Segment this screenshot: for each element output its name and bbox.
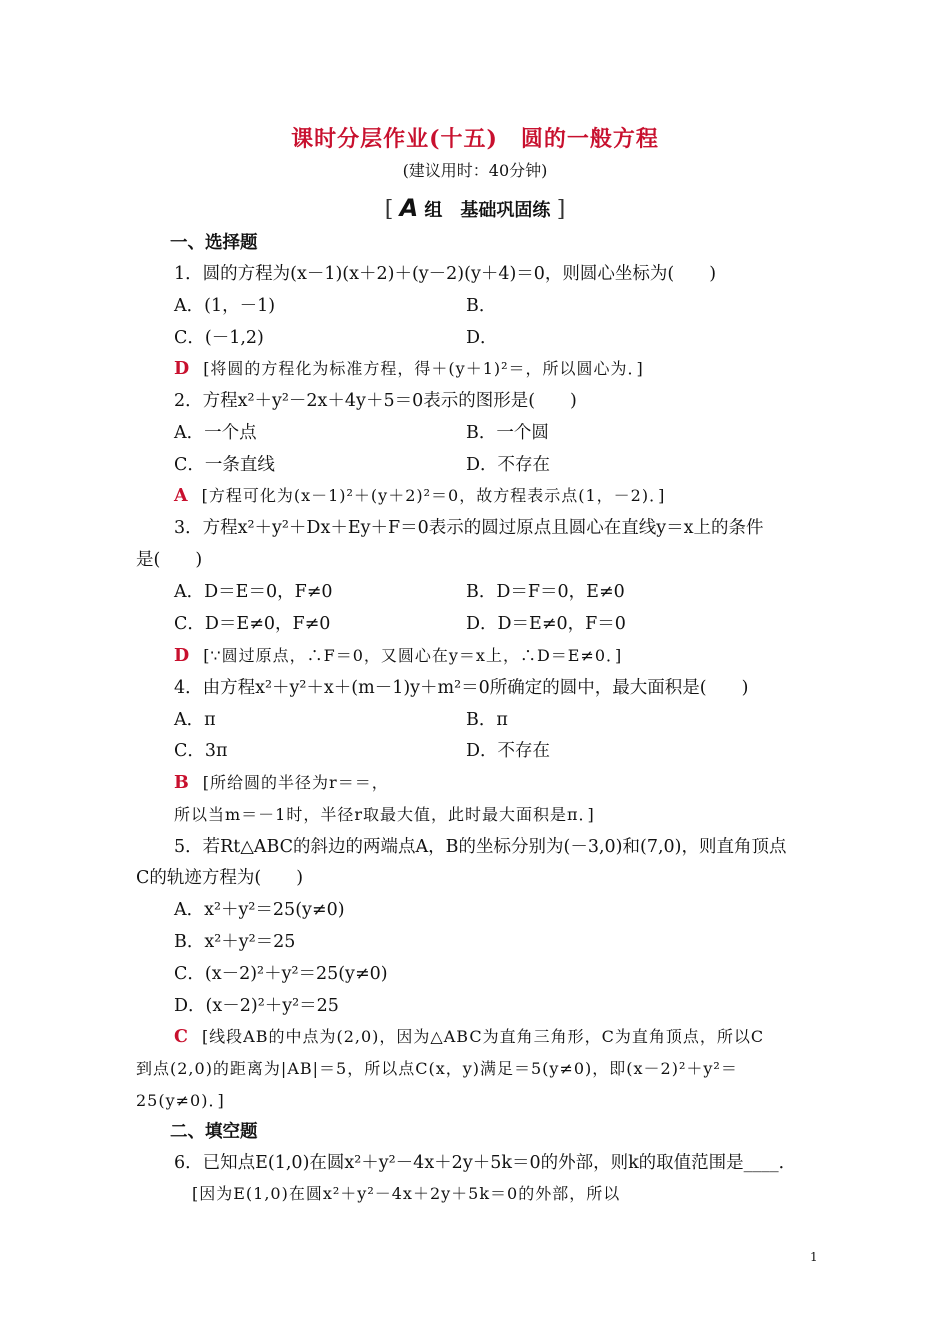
group-header: [0, 194, 950, 222]
section-choice: 一、选择题: [170, 233, 258, 253]
q6-explanation: [因为E(1,0)在圆x²＋y²－4x＋2y＋5k＝0的外部，所以: [192, 1184, 621, 1203]
q1-option-b: B．: [466, 296, 497, 316]
q5-explanation: [线段AB的中点为(2,0)，因为△ABC为直角三角形，C为直角顶点，所以C: [201, 1027, 765, 1046]
q5-stem-cont: C的轨迹方程为( ): [136, 868, 304, 888]
q4-answer: B: [174, 773, 189, 793]
q2-explanation: [方程可化为(x－1)²＋(y＋2)²＝0，故方程表示点(1，－2)．]: [201, 486, 666, 505]
q1-explanation: [将圆的方程化为标准方程，得＋(y＋1)²＝，所以圆心为．]: [203, 359, 644, 378]
q2-option-c: C．一条直线: [174, 455, 275, 475]
q1-answer: D: [174, 359, 190, 379]
q1-option-d: D．: [466, 328, 498, 348]
q3-stem: 3．方程x²＋y²＋Dx＋Ey＋F＝0表示的圆过原点且圆心在直线y＝x上的条件: [174, 518, 764, 538]
q5-explanation-cont2: 25(y≠0)．]: [136, 1091, 225, 1110]
q5-answer: C: [174, 1027, 188, 1047]
q1-option-a: A．(1，－1): [174, 296, 276, 316]
group-label: 组 基础巩固练: [424, 200, 551, 221]
q2-solution: [174, 485, 665, 507]
q5-explanation-cont: 到点(2,0)的距离为|AB|＝5，所以点C(x，y)满足＝5(y≠0)，即(x－2)²＋y²＝: [136, 1059, 738, 1078]
q3-explanation: [∵圆过原点，∴F＝0，又圆心在y＝x上，∴D＝E≠0．]: [203, 646, 623, 665]
bracket-close: ]: [556, 197, 566, 222]
q2-option-b: B．一个圆: [466, 423, 549, 443]
q3-option-a: A．D＝E＝0，F≠0: [174, 582, 333, 602]
q3-stem-cont: 是( ): [136, 550, 203, 570]
q1-solution: [174, 358, 644, 380]
q4-option-d: D．不存在: [466, 741, 551, 761]
page-number: 1: [810, 1250, 818, 1264]
q3-solution: [174, 645, 622, 667]
q3-answer: D: [174, 646, 190, 666]
q2-option-d: D．不存在: [466, 455, 551, 475]
page-title: 课时分层作业(十五) 圆的一般方程: [291, 126, 659, 152]
q4-option-b: B．π: [466, 710, 508, 730]
q4-stem: 4．由方程x²＋y²＋x＋(m－1)y＋m²＝0所确定的圆中，最大面积是( ): [174, 678, 749, 698]
q5-stem: 5．若Rt△ABC的斜边的两端点A，B的坐标分别为(－3,0)和(7,0)，则直角顶点: [174, 837, 787, 857]
q3-option-c: C．D＝E≠0，F≠0: [174, 614, 331, 634]
q1-option-c: C．(－1,2): [174, 328, 264, 348]
q4-explanation-cont: 所以当m＝－1时，半径r取最大值，此时最大面积是π．]: [174, 805, 595, 824]
group-letter: A: [399, 194, 419, 222]
q5-option-b: B．x²＋y²＝25: [174, 932, 296, 952]
q2-stem: 2．方程x²＋y²－2x＋4y＋5＝0表示的图形是( ): [174, 391, 577, 411]
q5-solution: [174, 1026, 764, 1048]
q2-answer: A: [174, 486, 188, 506]
q5-option-a: A．x²＋y²＝25(y≠0): [174, 900, 345, 920]
section-fill: 二、填空题: [170, 1122, 258, 1142]
q4-option-c: C．3π: [174, 741, 228, 761]
q3-option-d: D．D＝E≠0，F＝0: [466, 614, 626, 634]
q2-option-a: A．一个点: [174, 423, 257, 443]
q4-solution: [174, 772, 389, 794]
q6-stem: 6．已知点E(1,0)在圆x²＋y²－4x＋2y＋5k＝0的外部，则k的取值范围是____．: [174, 1153, 797, 1173]
bracket-open: [: [384, 197, 394, 222]
q4-explanation: [所给圆的半径为r＝＝，: [202, 773, 389, 792]
q5-option-d: D．(x－2)²＋y²＝25: [174, 996, 339, 1016]
time-hint: (建议用时：40分钟): [402, 161, 548, 180]
q1-stem: 1．圆的方程为(x－1)(x＋2)＋(y－2)(y＋4)＝0，则圆心坐标为( ): [174, 264, 717, 284]
q3-option-b: B．D＝F＝0，E≠0: [466, 582, 625, 602]
q5-option-c: C．(x－2)²＋y²＝25(y≠0): [174, 964, 388, 984]
q4-option-a: A．π: [174, 710, 216, 730]
